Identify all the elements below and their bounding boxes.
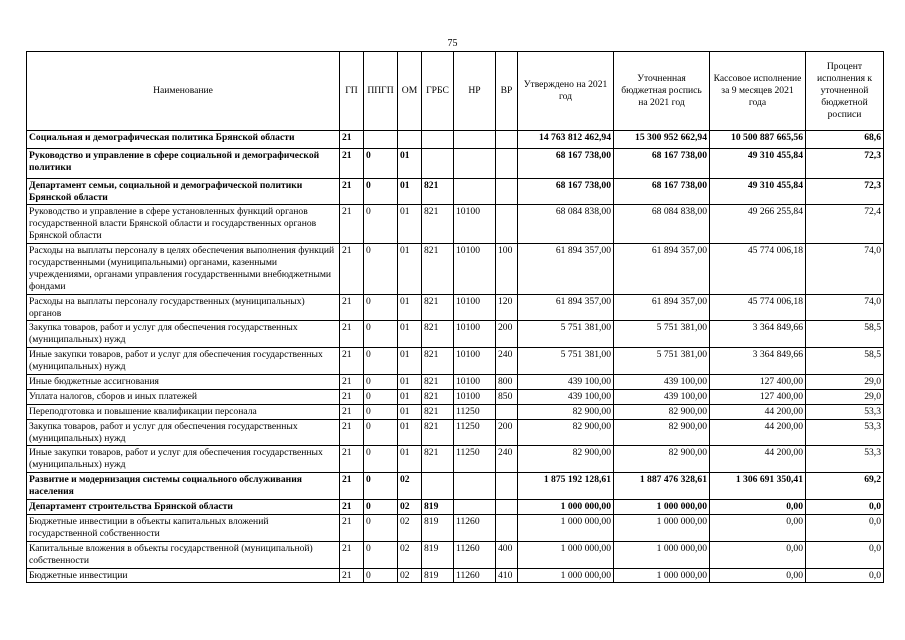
- cell-gp: 21: [340, 473, 364, 500]
- cell-approved: 5 751 381,00: [518, 321, 614, 348]
- cell-approved: 1 000 000,00: [518, 514, 614, 541]
- header-row: [27, 52, 884, 131]
- cell-cash: 1 306 691 350,41: [710, 473, 806, 500]
- cell-np: 11250: [454, 446, 496, 473]
- cell-refined: 82 900,00: [614, 404, 710, 419]
- cell-percent: 58,5: [806, 321, 884, 348]
- budget-execution-table: [26, 51, 884, 583]
- cell-ppgp: 0: [364, 348, 398, 375]
- cell-approved: 61 894 357,00: [518, 294, 614, 321]
- header-grbs: ГРБС: [422, 52, 454, 131]
- cell-np: [454, 131, 496, 149]
- cell-gp: 21: [340, 348, 364, 375]
- cell-om: 01: [398, 389, 422, 404]
- cell-approved: 14 763 812 462,94: [518, 131, 614, 149]
- cell-percent: 69,2: [806, 473, 884, 500]
- cell-grbs: 821: [422, 321, 454, 348]
- cell-ppgp: 0: [364, 541, 398, 568]
- header-refined: Уточненная бюджетная роспись на 2021 год: [614, 52, 710, 131]
- cell-np: 10100: [454, 205, 496, 244]
- header-om: ОМ: [398, 52, 422, 131]
- cell-approved: 82 900,00: [518, 419, 614, 446]
- cell-percent: 72,4: [806, 205, 884, 244]
- cell-grbs: 819: [422, 500, 454, 515]
- cell-gp: 21: [340, 244, 364, 295]
- cell-grbs: 821: [422, 419, 454, 446]
- cell-np: 11260: [454, 541, 496, 568]
- cell-vr: [496, 514, 518, 541]
- table-row: [27, 348, 884, 375]
- cell-approved: 82 900,00: [518, 404, 614, 419]
- cell-refined: 1 000 000,00: [614, 541, 710, 568]
- cell-refined: 439 100,00: [614, 375, 710, 390]
- cell-name: Закупка товаров, работ и услуг для обеспечения государственных (муниципальных) нужд: [27, 321, 340, 348]
- cell-grbs: 819: [422, 541, 454, 568]
- table-row: [27, 244, 884, 295]
- cell-approved: 68 167 738,00: [518, 148, 614, 178]
- table-row: [27, 178, 884, 205]
- cell-gp: 21: [340, 389, 364, 404]
- cell-approved: 439 100,00: [518, 389, 614, 404]
- cell-approved: 68 084 838,00: [518, 205, 614, 244]
- cell-ppgp: 0: [364, 473, 398, 500]
- table-row: [27, 514, 884, 541]
- cell-ppgp: 0: [364, 205, 398, 244]
- cell-cash: 49 310 455,84: [710, 148, 806, 178]
- cell-gp: 21: [340, 375, 364, 390]
- cell-cash: 45 774 006,18: [710, 294, 806, 321]
- cell-vr: 200: [496, 321, 518, 348]
- table-row: [27, 148, 884, 178]
- cell-cash: 127 400,00: [710, 389, 806, 404]
- header-ppgp: ППГП: [364, 52, 398, 131]
- cell-approved: 5 751 381,00: [518, 348, 614, 375]
- cell-percent: 53,3: [806, 446, 884, 473]
- cell-om: 01: [398, 375, 422, 390]
- cell-refined: 1 000 000,00: [614, 514, 710, 541]
- cell-np: 10100: [454, 244, 496, 295]
- cell-om: 02: [398, 568, 422, 583]
- cell-gp: 21: [340, 419, 364, 446]
- cell-name: Иные закупки товаров, работ и услуг для обеспечения государственных (муниципальных) нужд: [27, 446, 340, 473]
- cell-cash: 0,00: [710, 500, 806, 515]
- cell-np: 11250: [454, 419, 496, 446]
- table-row: [27, 473, 884, 500]
- cell-refined: 1 000 000,00: [614, 500, 710, 515]
- cell-om: 01: [398, 294, 422, 321]
- table-row: [27, 389, 884, 404]
- cell-gp: 21: [340, 294, 364, 321]
- cell-gp: 21: [340, 131, 364, 149]
- table-row: [27, 568, 884, 583]
- cell-refined: 1 887 476 328,61: [614, 473, 710, 500]
- page-number: 75: [447, 38, 458, 49]
- cell-cash: 3 364 849,66: [710, 348, 806, 375]
- cell-cash: 0,00: [710, 568, 806, 583]
- cell-name: Уплата налогов, сборов и иных платежей: [27, 389, 340, 404]
- cell-name: Капитальные вложения в объекты государственной (муниципальной) собственности: [27, 541, 340, 568]
- cell-grbs: 821: [422, 446, 454, 473]
- cell-om: 01: [398, 321, 422, 348]
- table-row: [27, 500, 884, 515]
- cell-grbs: 821: [422, 205, 454, 244]
- cell-refined: 5 751 381,00: [614, 348, 710, 375]
- header-approved: Утверждено на 2021 год: [518, 52, 614, 131]
- cell-refined: 82 900,00: [614, 419, 710, 446]
- cell-approved: 439 100,00: [518, 375, 614, 390]
- cell-refined: 82 900,00: [614, 446, 710, 473]
- cell-name: Департамент семьи, социальной и демографической политики Брянской области: [27, 178, 340, 205]
- cell-np: [454, 148, 496, 178]
- cell-name: Расходы на выплаты персоналу государственных (муниципальных) органов: [27, 294, 340, 321]
- cell-cash: 0,00: [710, 514, 806, 541]
- cell-name: Руководство и управление в сфере социальной и демографической политики: [27, 148, 340, 178]
- cell-grbs: 821: [422, 375, 454, 390]
- cell-vr: 200: [496, 419, 518, 446]
- cell-approved: 1 000 000,00: [518, 541, 614, 568]
- cell-ppgp: 0: [364, 178, 398, 205]
- header-gp: ГП: [340, 52, 364, 131]
- cell-om: 01: [398, 148, 422, 178]
- cell-np: 10100: [454, 389, 496, 404]
- cell-gp: 21: [340, 568, 364, 583]
- cell-grbs: 821: [422, 404, 454, 419]
- header-np: НР: [454, 52, 496, 131]
- cell-vr: [496, 205, 518, 244]
- cell-vr: [496, 404, 518, 419]
- cell-vr: 240: [496, 348, 518, 375]
- cell-refined: 5 751 381,00: [614, 321, 710, 348]
- cell-gp: 21: [340, 541, 364, 568]
- cell-ppgp: 0: [364, 568, 398, 583]
- cell-cash: 44 200,00: [710, 404, 806, 419]
- header-vr: ВР: [496, 52, 518, 131]
- cell-ppgp: 0: [364, 148, 398, 178]
- cell-ppgp: 0: [364, 419, 398, 446]
- cell-percent: 72,3: [806, 148, 884, 178]
- cell-ppgp: 0: [364, 446, 398, 473]
- cell-cash: 0,00: [710, 541, 806, 568]
- cell-vr: 850: [496, 389, 518, 404]
- cell-om: 01: [398, 244, 422, 295]
- cell-grbs: 819: [422, 568, 454, 583]
- cell-grbs: 821: [422, 348, 454, 375]
- cell-name: Бюджетные инвестиции в объекты капитальных вложений государственной собственности: [27, 514, 340, 541]
- cell-percent: 0,0: [806, 541, 884, 568]
- cell-refined: 61 894 357,00: [614, 244, 710, 295]
- cell-refined: 68 084 838,00: [614, 205, 710, 244]
- header-percent: Процент исполнения к уточненной бюджетной росписи: [806, 52, 884, 131]
- cell-ppgp: [364, 131, 398, 149]
- cell-refined: 439 100,00: [614, 389, 710, 404]
- cell-approved: 1 000 000,00: [518, 568, 614, 583]
- cell-om: 01: [398, 205, 422, 244]
- cell-vr: 800: [496, 375, 518, 390]
- cell-gp: 21: [340, 500, 364, 515]
- cell-vr: [496, 148, 518, 178]
- cell-ppgp: 0: [364, 389, 398, 404]
- table-row: [27, 419, 884, 446]
- cell-grbs: 821: [422, 178, 454, 205]
- cell-grbs: 821: [422, 294, 454, 321]
- cell-ppgp: 0: [364, 375, 398, 390]
- cell-cash: 44 200,00: [710, 419, 806, 446]
- cell-gp: 21: [340, 321, 364, 348]
- cell-name: Закупка товаров, работ и услуг для обеспечения государственных (муниципальных) нужд: [27, 419, 340, 446]
- cell-ppgp: 0: [364, 294, 398, 321]
- cell-cash: 49 310 455,84: [710, 178, 806, 205]
- cell-ppgp: 0: [364, 321, 398, 348]
- cell-np: [454, 473, 496, 500]
- cell-percent: 29,0: [806, 389, 884, 404]
- cell-om: 01: [398, 419, 422, 446]
- cell-np: 11260: [454, 568, 496, 583]
- cell-percent: 0,0: [806, 568, 884, 583]
- cell-np: 11250: [454, 404, 496, 419]
- cell-np: [454, 500, 496, 515]
- cell-cash: 45 774 006,18: [710, 244, 806, 295]
- table-row: [27, 131, 884, 149]
- cell-om: 02: [398, 541, 422, 568]
- table-row: [27, 294, 884, 321]
- cell-percent: 53,3: [806, 419, 884, 446]
- cell-vr: 410: [496, 568, 518, 583]
- cell-gp: 21: [340, 205, 364, 244]
- table-row: [27, 404, 884, 419]
- table-row: [27, 541, 884, 568]
- cell-vr: [496, 473, 518, 500]
- cell-vr: [496, 500, 518, 515]
- cell-ppgp: 0: [364, 500, 398, 515]
- cell-om: 01: [398, 446, 422, 473]
- table-row: [27, 321, 884, 348]
- cell-grbs: 821: [422, 244, 454, 295]
- cell-ppgp: 0: [364, 404, 398, 419]
- cell-vr: [496, 131, 518, 149]
- cell-np: 10100: [454, 321, 496, 348]
- cell-percent: 0,0: [806, 514, 884, 541]
- cell-name: Расходы на выплаты персоналу в целях обеспечения выполнения функций государственными (муниципальными) органами, казенными учреждениями, органами управления государственными внебюджетными фондами: [27, 244, 340, 295]
- cell-gp: 21: [340, 514, 364, 541]
- cell-name: Иные бюджетные ассигнования: [27, 375, 340, 390]
- table-body: [27, 131, 884, 583]
- cell-om: 01: [398, 348, 422, 375]
- cell-gp: 21: [340, 178, 364, 205]
- cell-approved: 1 875 192 128,61: [518, 473, 614, 500]
- cell-vr: 240: [496, 446, 518, 473]
- cell-name: Бюджетные инвестиции: [27, 568, 340, 583]
- cell-vr: 400: [496, 541, 518, 568]
- cell-grbs: 821: [422, 389, 454, 404]
- cell-om: 02: [398, 514, 422, 541]
- cell-refined: 1 000 000,00: [614, 568, 710, 583]
- cell-grbs: [422, 148, 454, 178]
- cell-name: Иные закупки товаров, работ и услуг для обеспечения государственных (муниципальных) нужд: [27, 348, 340, 375]
- header-cash: Кассовое исполнение за 9 месяцев 2021 года: [710, 52, 806, 131]
- cell-name: Социальная и демографическая политика Брянской области: [27, 131, 340, 149]
- cell-vr: [496, 178, 518, 205]
- cell-percent: 0,0: [806, 500, 884, 515]
- cell-om: 01: [398, 178, 422, 205]
- cell-cash: 49 266 255,84: [710, 205, 806, 244]
- cell-grbs: [422, 131, 454, 149]
- cell-refined: 15 300 952 662,94: [614, 131, 710, 149]
- cell-om: 02: [398, 473, 422, 500]
- cell-gp: 21: [340, 404, 364, 419]
- cell-percent: 74,0: [806, 294, 884, 321]
- cell-ppgp: 0: [364, 514, 398, 541]
- cell-gp: 21: [340, 446, 364, 473]
- cell-grbs: [422, 473, 454, 500]
- cell-np: 10100: [454, 294, 496, 321]
- cell-percent: 53,3: [806, 404, 884, 419]
- table-row: [27, 205, 884, 244]
- cell-cash: 10 500 887 665,56: [710, 131, 806, 149]
- cell-om: 02: [398, 500, 422, 515]
- cell-percent: 29,0: [806, 375, 884, 390]
- cell-name: Развитие и модернизация системы социального обслуживания населения: [27, 473, 340, 500]
- cell-refined: 68 167 738,00: [614, 148, 710, 178]
- cell-np: 11260: [454, 514, 496, 541]
- cell-np: 10100: [454, 375, 496, 390]
- cell-percent: 72,3: [806, 178, 884, 205]
- cell-vr: 100: [496, 244, 518, 295]
- cell-percent: 68,6: [806, 131, 884, 149]
- cell-np: 10100: [454, 348, 496, 375]
- cell-approved: 68 167 738,00: [518, 178, 614, 205]
- cell-ppgp: 0: [364, 244, 398, 295]
- cell-refined: 68 167 738,00: [614, 178, 710, 205]
- cell-name: Департамент строительства Брянской области: [27, 500, 340, 515]
- cell-gp: 21: [340, 148, 364, 178]
- cell-percent: 74,0: [806, 244, 884, 295]
- cell-approved: 82 900,00: [518, 446, 614, 473]
- cell-cash: 127 400,00: [710, 375, 806, 390]
- cell-grbs: 819: [422, 514, 454, 541]
- cell-om: 01: [398, 404, 422, 419]
- header-name: Наименование: [27, 52, 340, 131]
- cell-refined: 61 894 357,00: [614, 294, 710, 321]
- cell-vr: 120: [496, 294, 518, 321]
- cell-name: Руководство и управление в сфере установленных функций органов государственной власти Брянской области и государственных органов Брянской области: [27, 205, 340, 244]
- cell-cash: 3 364 849,66: [710, 321, 806, 348]
- cell-approved: 1 000 000,00: [518, 500, 614, 515]
- cell-cash: 44 200,00: [710, 446, 806, 473]
- cell-np: [454, 178, 496, 205]
- table-row: [27, 446, 884, 473]
- cell-name: Переподготовка и повышение квалификации персонала: [27, 404, 340, 419]
- table-row: [27, 375, 884, 390]
- cell-om: [398, 131, 422, 149]
- cell-percent: 58,5: [806, 348, 884, 375]
- cell-approved: 61 894 357,00: [518, 244, 614, 295]
